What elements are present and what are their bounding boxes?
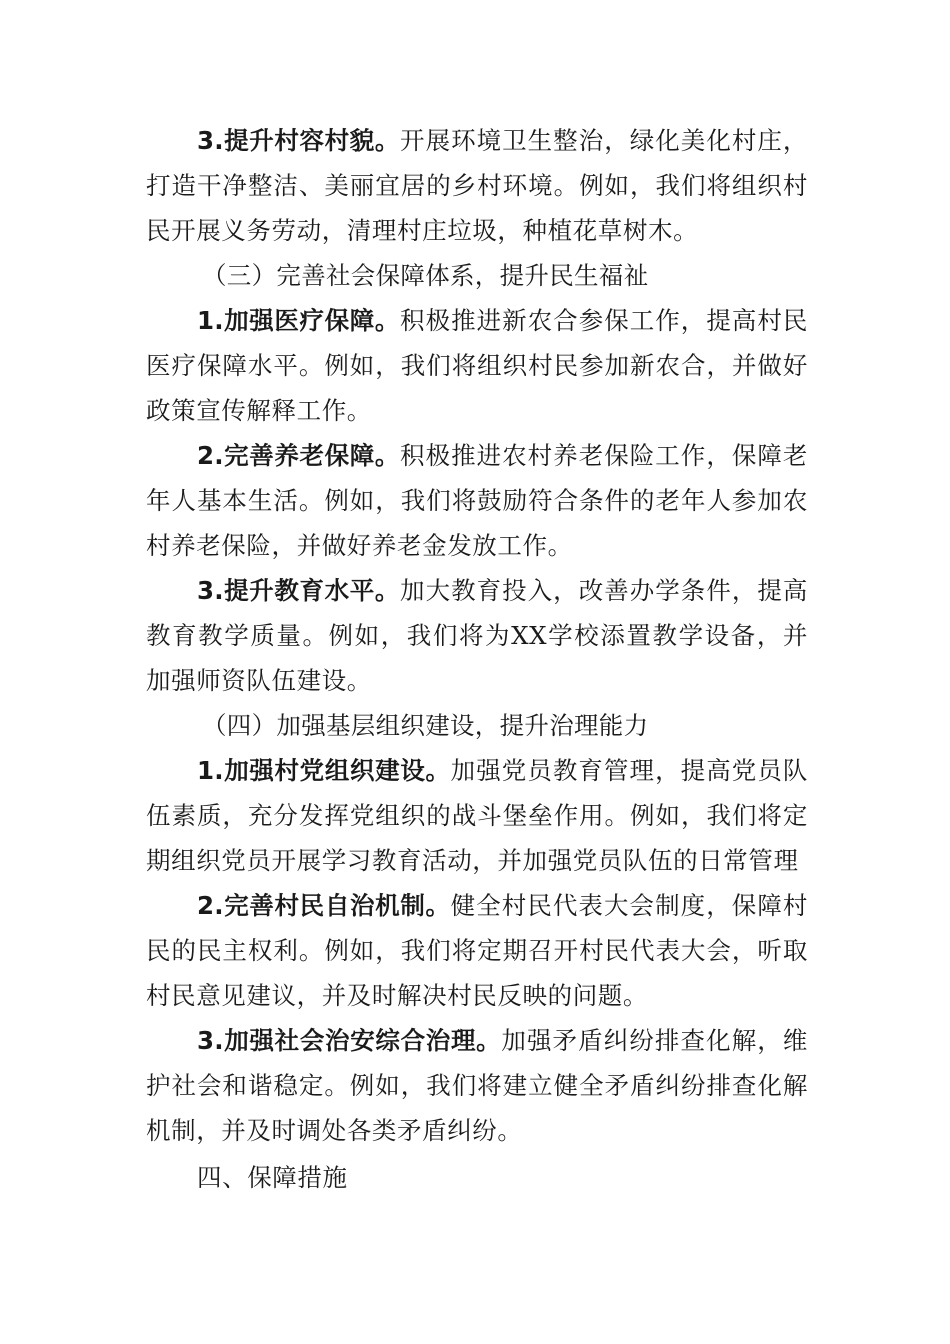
paragraph-medical-security: [146, 298, 808, 433]
item-lead: 3.提升村容村貌。: [197, 126, 401, 155]
item-text: 开展环境卫生整治，绿化美化村庄，打造干净整洁、美丽宜居的乡村环境。例如，我们将组织村民开展义务劳动，清理村庄垃圾，种植花草树木。: [146, 126, 808, 245]
item-lead: 3.加强社会治安综合治理。: [197, 1026, 502, 1055]
paragraph-public-security: [146, 1018, 808, 1153]
section-heading-safeguard-measures: 四、保障措施: [197, 1163, 348, 1192]
paragraph-party-organization: [146, 748, 808, 883]
document-body: [146, 118, 808, 1200]
item-text: 加强矛盾纠纷排查化解，维护社会和谐稳定。例如，我们将建立健全矛盾纠纷排查化解机制，并及时调处各类矛盾纠纷。: [146, 1026, 808, 1145]
item-lead: 1.加强医疗保障。: [197, 306, 401, 335]
item-text: 加大教育投入，改善办学条件，提高教育教学质量。例如，我们将为XX学校添置教学设备，并加强师资队伍建设。: [146, 576, 808, 695]
paragraph-improve-village-appearance: [146, 118, 808, 253]
item-lead: 2.完善村民自治机制。: [197, 891, 451, 920]
paragraph-pension-security: [146, 433, 808, 568]
item-text: 积极推进农村养老保险工作，保障老年人基本生活。例如，我们将鼓励符合条件的老年人参加农村养老保险，并做好养老金发放工作。: [146, 441, 808, 560]
subheading-social-security: （三）完善社会保障体系，提升民生福祉: [202, 261, 649, 290]
paragraph-villager-autonomy: [146, 883, 808, 1018]
item-text: 健全村民代表大会制度，保障村民的民主权利。例如，我们将定期召开村民代表大会，听取村民意见建议，并及时解决村民反映的问题。: [146, 891, 808, 1010]
subheading-grassroots-organization: （四）加强基层组织建设，提升治理能力: [202, 711, 649, 740]
item-lead: 2.完善养老保障。: [197, 441, 401, 470]
item-lead: 3.提升教育水平。: [197, 576, 401, 605]
item-text: 加强党员教育管理，提高党员队伍素质，充分发挥党组织的战斗堡垒作用。例如，我们将定期组织党员开展学习教育活动，并加强党员队伍的日常管理: [146, 756, 808, 875]
item-text: 积极推进新农合参保工作，提高村民医疗保障水平。例如，我们将组织村民参加新农合，并做好政策宣传解释工作。: [146, 306, 808, 425]
item-lead: 1.加强村党组织建设。: [197, 756, 451, 785]
paragraph-education-level: [146, 568, 808, 703]
